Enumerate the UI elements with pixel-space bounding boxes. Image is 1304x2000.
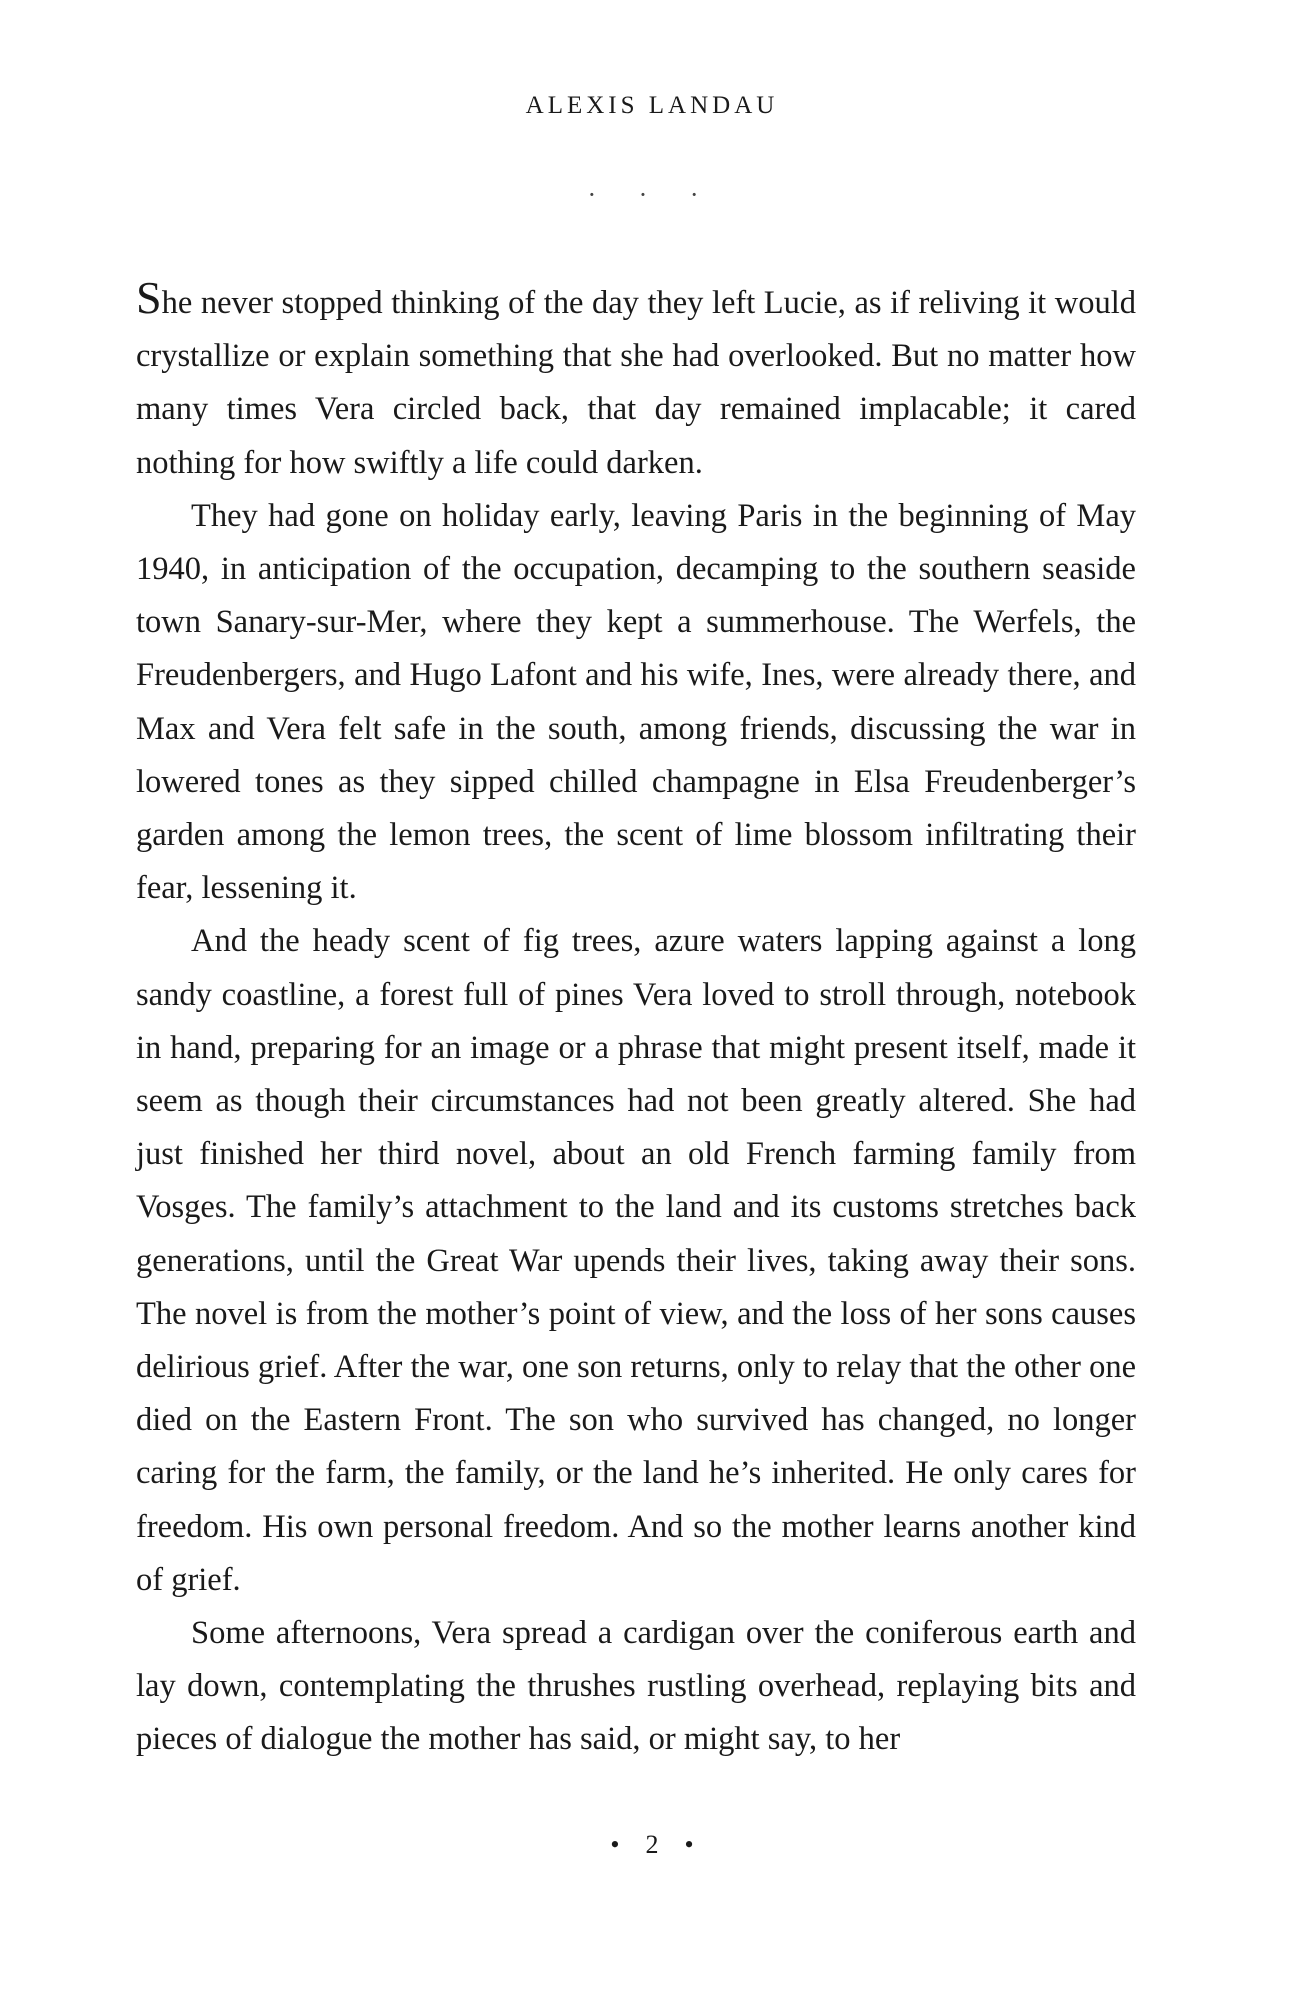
paragraph-1 [136,272,1136,490]
folio-ornament-right: • [684,1830,694,1859]
paragraph-3: And the heady scent of fig trees, azure waters lapping against a long sandy coastline, a forest full of pines Vera loved to stroll through, notebook in hand, preparing for an image or a phrase that might present itself, made it seem as though their circumstances had not been greatly altered. She had just finished her third novel, about an old French farming family from Vosges. The family’s attachment to the land and its customs stretches back generations, until the Great War upends their lives, taking away their sons. The novel is from the mother’s point of view, and the loss of her sons causes delirious grief. After the war, one son returns, only to relay that the other one died on the Eastern Front. The son who survived has changed, no longer caring for the farm, the family, or the land he’s inherited. He only cares for freedom. His own personal freedom. And so the mother learns another kind of grief. [136,923,1136,1598]
running-head: ALEXIS LANDAU [525,92,779,119]
drop-cap: S [136,272,162,323]
paragraph-2: They had gone on holiday early, leaving Paris in the beginning of May 1940, in anticipation of the occupation, decamping to the southern seaside town Sanary-sur-Mer, where they kept a summerhouse. The Werfels, the Freudenbergers, and Hugo Lafont and his wife, Ines, were already there, and Max and Vera felt safe in the south, among friends, discussing the war in lowered tones as they sipped chilled champagne in Elsa Freudenberger’s garden among the lemon trees, the scent of lime blossom infiltrating their fear, lessening it. [136,497,1136,907]
page-number: 2 [645,1830,659,1859]
folio [0,1830,1304,1860]
paragraph-1-text: he never stopped thinking of the day they left Lucie, as if reliving it would crystallize or explain something that she had overlooked. But no matter how many times Vera circled back, that day remained implacable; it cared nothing for how swiftly a life could darken. [136,285,1136,481]
body-text [136,272,1136,1767]
paragraph-4: Some afternoons, Vera spread a cardigan over the coniferous earth and lay down, contemplating the thrushes rustling overhead, replaying bits and pieces of dialogue the mother has said, or might say, to her [136,1615,1136,1758]
section-break: · · · [587,180,717,209]
folio-ornament-left: • [610,1830,620,1859]
